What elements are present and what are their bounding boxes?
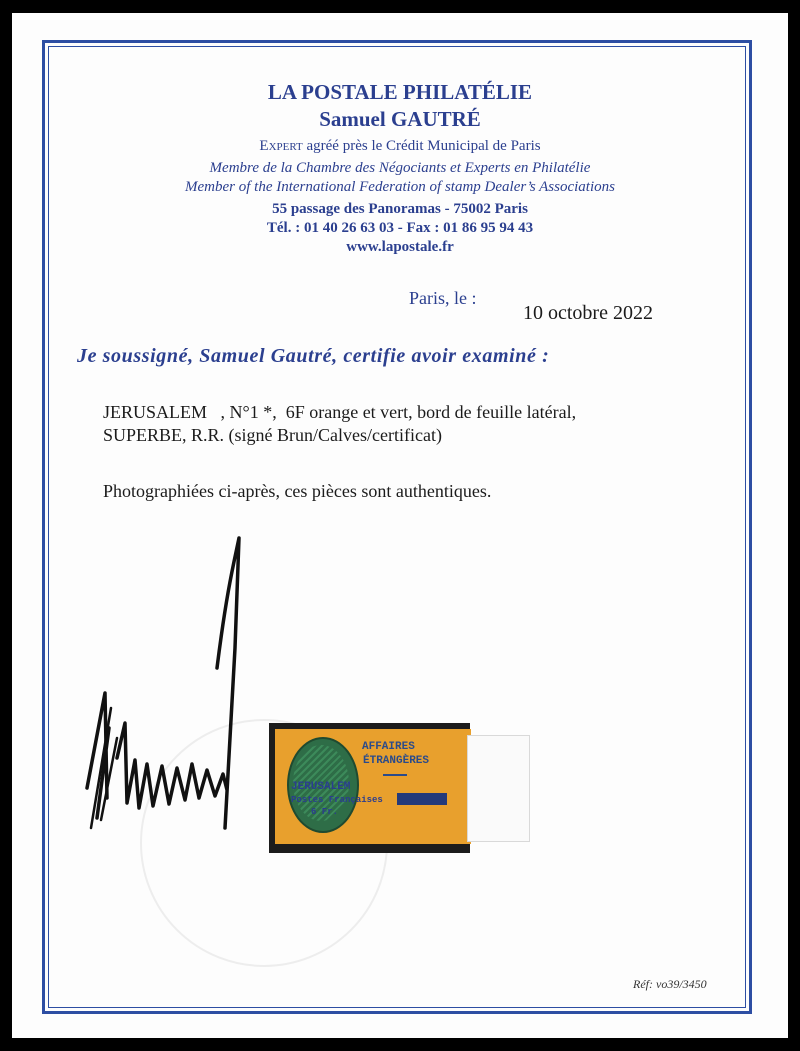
address: 55 passage des Panoramas - 75002 Paris [272, 201, 528, 217]
overprint-value: 6 Fr. [311, 807, 339, 817]
membership-fr: Membre de la Chambre des Négociants et Experts en Philatélie [209, 160, 591, 176]
stamp-description-line1: JERUSALEM , N°1 *, 6F orange et vert, bord de feuille latéral, [103, 402, 577, 422]
authenticity-statement: Photographiées ci-après, ces pièces sont authentiques. [103, 481, 492, 501]
expert-prefix: Expert [259, 138, 303, 154]
stamp-text-affaires: AFFAIRES [362, 741, 415, 753]
sheet-margin [467, 735, 530, 842]
place-label: Paris, le : [409, 288, 477, 308]
stamp-description-line2: SUPERBE, R.R. (signé Brun/Calves/certificat) [103, 425, 442, 445]
stamp-photo [269, 723, 470, 853]
expert-accreditation-text: agréé près le Crédit Municipal de Paris [302, 138, 541, 154]
overprint-postes: Postes Françaises [291, 795, 383, 805]
certification-statement: Je soussigné, Samuel Gautré, certifie avoir examiné : [77, 345, 550, 367]
certificate-sheet [12, 13, 788, 1038]
website: www.lapostale.fr [346, 239, 454, 255]
stamp-text-etrangeres: ÉTRANGÈRES [363, 755, 430, 767]
stamp-rule [383, 774, 407, 776]
phone-fax: Tél. : 01 40 26 63 03 - Fax : 01 86 95 94 43 [266, 220, 534, 236]
company-title: LA POSTALE PHILATÉLIE [267, 80, 533, 104]
certificate-date: 10 octobre 2022 [523, 302, 653, 324]
overprint-bar [397, 793, 447, 805]
expert-name: Samuel GAUTRÉ [319, 107, 481, 131]
membership-en: Member of the International Federation of stamp Dealer’s Associations [185, 179, 615, 195]
expert-accreditation [12, 138, 788, 155]
overprint-jerusalem: JERUSALEM [291, 781, 351, 793]
reference-number: Réf: vo39/3450 [633, 977, 707, 991]
expert-signature [67, 528, 257, 838]
stamp-design [275, 729, 471, 844]
